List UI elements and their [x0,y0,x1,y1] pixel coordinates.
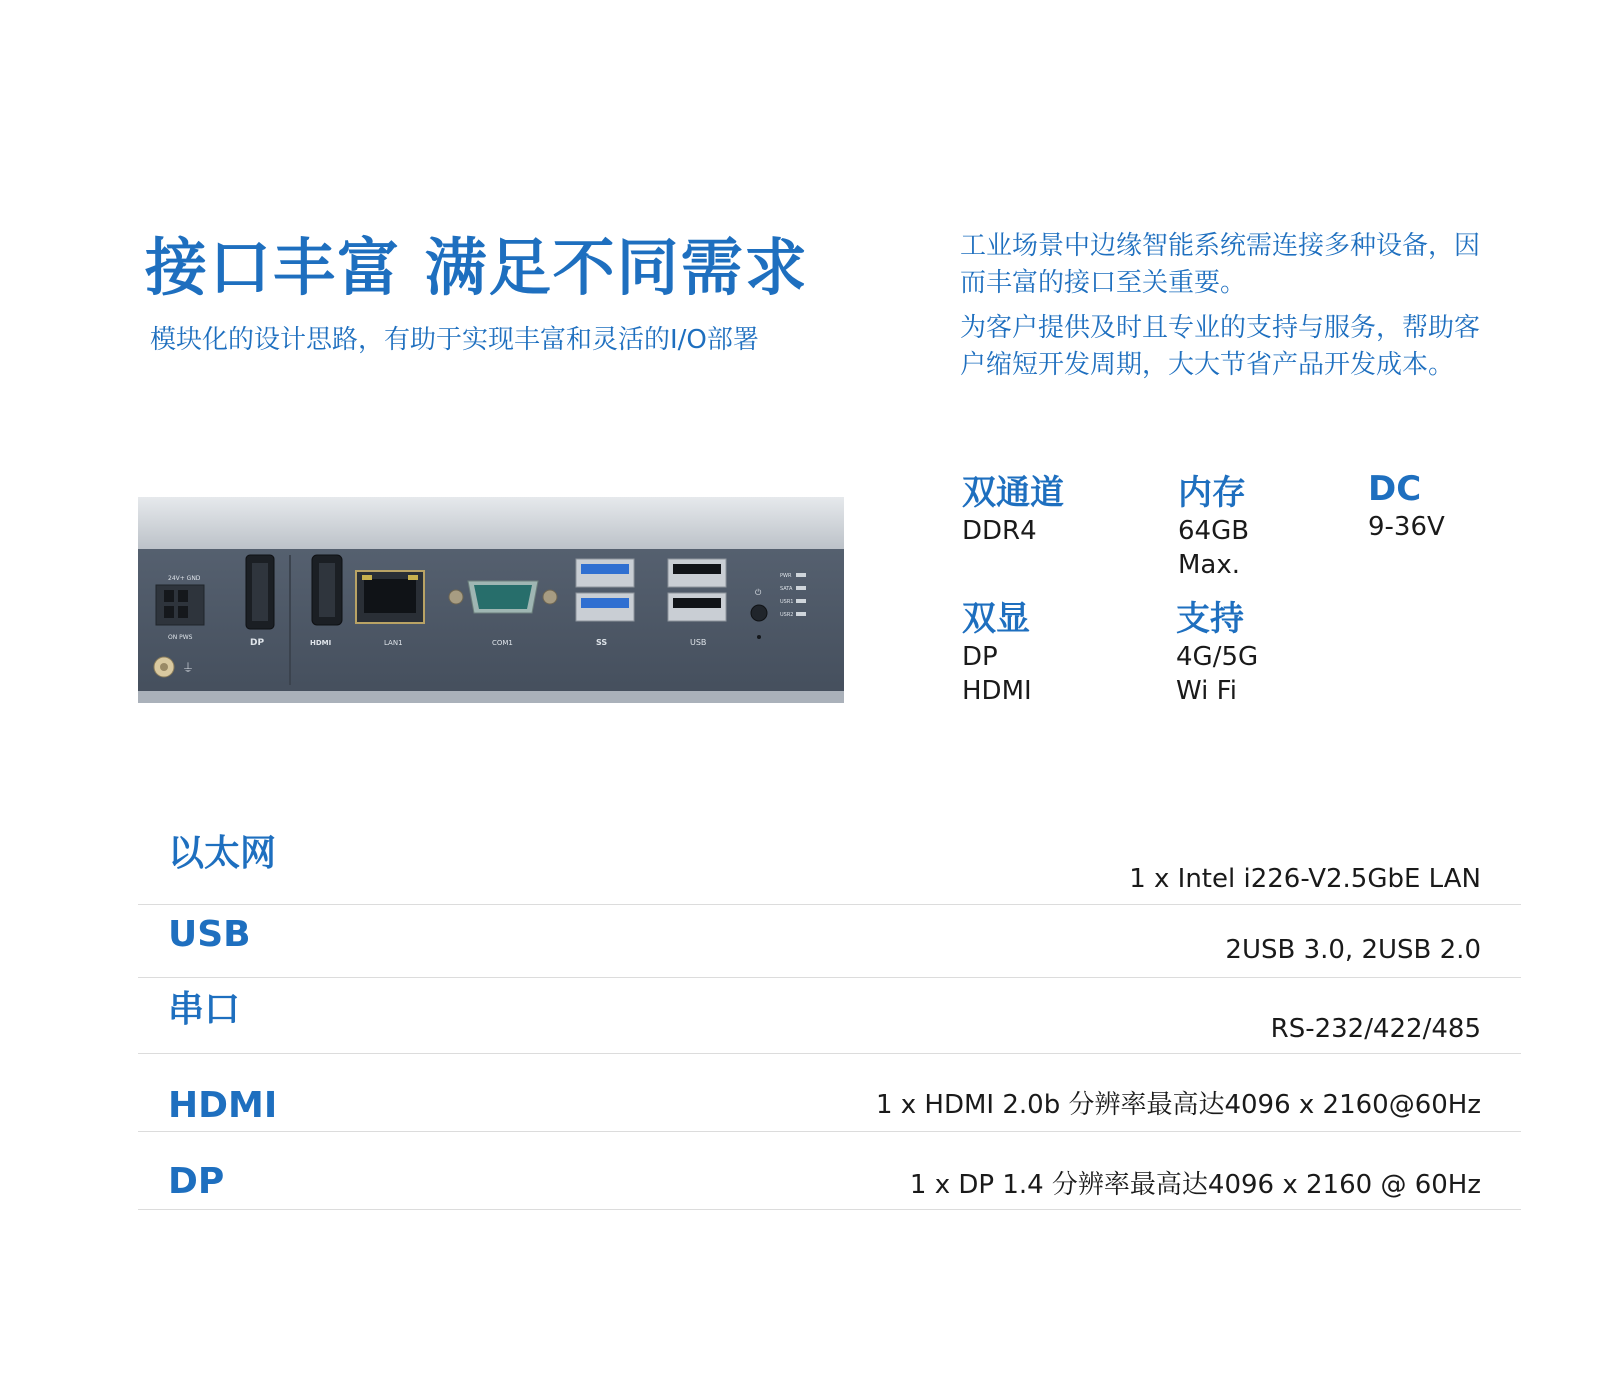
feature-title: 双通道 [962,473,1064,513]
spec-value: 1 x DP 1.4 分辨率最高达4096 x 2160 @ 60Hz [909,1170,1481,1200]
hdmi-label: HDMI [310,639,332,647]
chassis-bottom [138,691,844,703]
power-label: 24V+ GND [168,575,201,582]
feature-dual-channel [962,472,1064,548]
feature-title: DC [1368,469,1422,509]
feature-dual-display [962,598,1032,708]
feature-value: Wi Fi [1176,676,1237,706]
spec-label: DP [168,1161,225,1202]
feature-value: 64GB [1178,516,1250,546]
usb2-label: USB [690,638,707,647]
spec-label: HDMI [168,1085,278,1126]
io-panel [138,549,844,695]
intro-paragraph-2: 为客户提供及时且专业的支持与服务，帮助客户缩短开发周期，大大节省产品开发成本。 [960,313,1481,380]
feature-dc [1368,468,1445,544]
svg-text:⏚: ⏚ [182,661,195,675]
spec-label: 串口 [168,989,241,1030]
led-label: USR2 [780,612,794,618]
com-label: COM1 [492,639,513,647]
feature-value: 4G/5G [1176,642,1259,672]
feature-title: 内存 [1178,473,1246,513]
led-label: PWR [780,573,792,579]
dp-label: DP [250,638,265,648]
led-label: USR1 [780,599,794,605]
feature-memory [1178,472,1249,582]
device-io-panel-image [138,497,844,705]
svg-text:⏻: ⏻ [755,588,762,597]
chassis-top [138,497,844,553]
spec-value: 1 x HDMI 2.0b 分辨率最高达4096 x 2160@60Hz [875,1090,1481,1120]
feature-title: 双显 [962,599,1030,639]
intro-paragraph-1: 工业场景中边缘智能系统需连接多种设备，因而丰富的接口至关重要。 [960,231,1481,298]
spec-row-ethernet [138,822,1521,905]
lan-label: LAN1 [384,639,403,647]
spec-row-hdmi [138,1054,1521,1132]
page-title: 接口丰富 满足不同需求 [145,231,809,304]
page-subtitle: 模块化的设计思路，有助于实现丰富和灵活的I/O部署 [150,325,759,355]
spec-value: 1 x Intel i226-V2.5GbE LAN [1129,864,1481,894]
spec-row-dp [138,1132,1521,1210]
power-button [751,605,767,621]
spec-label: USB [168,914,251,955]
spec-row-serial [138,978,1521,1054]
spec-value: RS-232/422/485 [1270,1014,1481,1044]
feature-value: DDR4 [962,516,1037,546]
feature-title: 支持 [1176,599,1244,639]
feature-wireless [1176,598,1258,708]
power-sub-label: ON PWS [168,634,193,641]
feature-value: 9-36V [1368,512,1445,542]
feature-value: DP [962,642,998,672]
spec-label: 以太网 [168,833,277,874]
spec-row-usb [138,905,1521,978]
led-label: SATA [780,586,793,592]
feature-value: Max. [1178,550,1241,580]
feature-value: HDMI [962,676,1032,706]
usb3-label: SS [596,638,608,647]
spec-value: 2USB 3.0, 2USB 2.0 [1225,935,1481,965]
